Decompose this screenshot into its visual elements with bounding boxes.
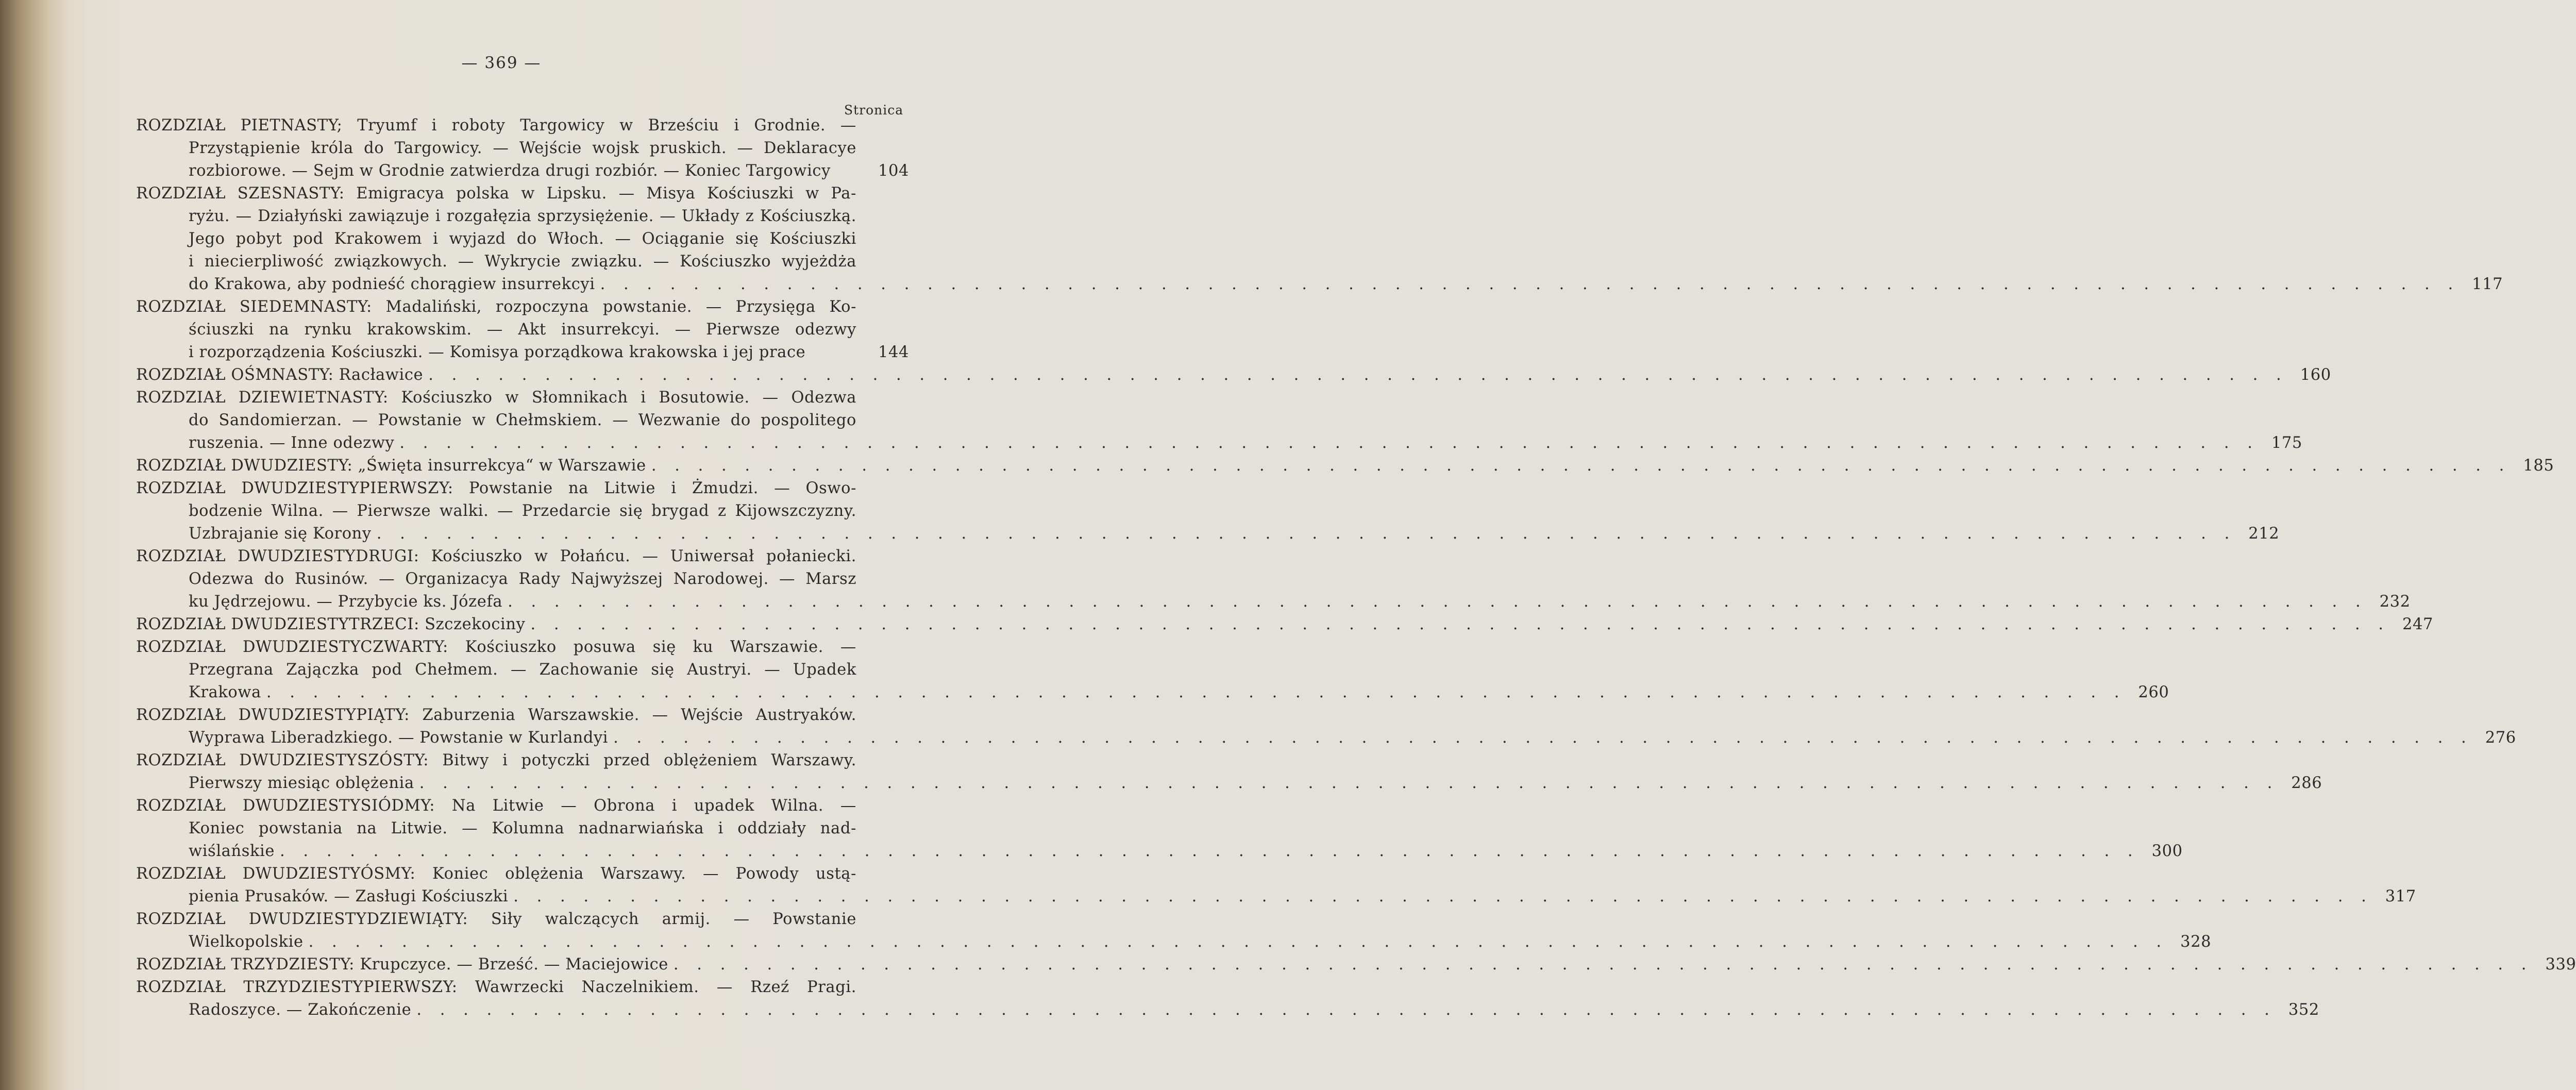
dot-leader: . . . . . . . . . . . . . . . . . . . . . . . . . . . . . . . . . . . . . . . . . . . . . . . . . . . . . . . . . . . . . . . . . . . . . . . . . . . . . . . . [613, 729, 2473, 747]
toc-entry-page-number: 286 [2291, 774, 2322, 792]
toc-entry-continuation-line [136, 568, 909, 591]
toc-entry-page-number: 117 [2472, 275, 2503, 293]
toc-entry-page-number: 339 [2545, 955, 2576, 974]
toc-entry [136, 976, 2319, 1021]
toc-entry-text: ROZDZIAŁ DWUDZIESTYTRZECI: Szczekociny [136, 615, 526, 633]
toc-entry-text: Radoszyce. — Zakończenie [189, 1001, 412, 1019]
page-number: — 369 — [461, 54, 542, 72]
toc-entry-text: i niecierpliwość związkowych. — Wykrycie związku. — Kościuszko wyjeżdża [189, 253, 856, 271]
toc-entry-text: ROZDZIAŁ DWUDZIESTYPIERWSZY: Powstanie na Litwie i Żmudzi. — Oswo- [136, 479, 856, 497]
toc-entry-text: ROZDZIAŁ SZESNASTY: Emigracya polska w Lipsku. — Misya Kościuszki w Pa- [136, 185, 856, 203]
dot-leader: . . . . . . . . . . . . . . . . . . . . . . . . . . . . . . . . . . . . . . . . . . . . . . . . . . . . . . . . . . . . . . . . . . . . . . . . . . . . . . . . [651, 457, 2511, 475]
toc-entry-text: Uzbrajanie się Korony [189, 525, 372, 543]
toc-entry-text: do Sandomierzan. — Powstanie w Chełmskiem. — Wezwanie do pospolitego [189, 411, 856, 429]
toc-entry-heading-line [136, 636, 909, 659]
toc-entry-continuation-line [136, 931, 2212, 953]
toc-entry-text: ruszenia. — Inne odezwy [189, 434, 395, 452]
toc-entry-text: pienia Prusaków. — Zasługi Kościuszki [189, 887, 509, 905]
toc-entry-text: ROZDZIAŁ DWUDZIESTYDZIEWIĄTY: Siły walczących armij. — Powstanie [136, 910, 856, 928]
toc-entry-text: Pierwszy miesiąc oblężenia [189, 774, 414, 792]
dot-leader: . . . . . . . . . . . . . . . . . . . . . . . . . . . . . . . . . . . . . . . . . . . . . . . . . . . . . . . . . . . . . . . . . . . . . . . . . . . . . . . . [428, 366, 2288, 384]
toc-entry-continuation-line [136, 250, 909, 273]
toc-entry-page-number: 300 [2151, 842, 2183, 860]
toc-entry-text: Wielkopolskie [189, 933, 304, 951]
toc-entry-heading-line [136, 953, 2576, 976]
dot-leader: . . . . . . . . . . . . . . . . . . . . . . . . . . . . . . . . . . . . . . . . . . . . . . . . . . . . . . . . . . . . . . . . . . . . . . . . . . . . . . . . [600, 275, 2460, 293]
toc-entry-continuation-line [136, 681, 2169, 704]
toc-entry-heading-line [136, 114, 909, 137]
toc-entry [136, 908, 2212, 953]
toc-entry [136, 182, 2503, 296]
toc-entry-heading-line [136, 613, 2433, 636]
toc-entry [136, 387, 2302, 455]
toc-entry-heading-line [136, 455, 2554, 477]
toc-entry-text: ROZDZIAŁ OŚMNASTY: Racławice [136, 366, 424, 384]
toc-entry-heading-line [136, 477, 909, 500]
toc-entry-text: do Krakowa, aby podnieść chorągiew insurrekcyi [189, 275, 595, 293]
dot-leader: . . . . . . . . . . . . . . . . . . . . . . . . . . . . . . . . . . . . . . . . . . . . . . . . . . . . . . . . . . . . . . . . . . . . . . . . . . . . . . . . [513, 887, 2373, 905]
dot-leader: . . . . . . . . . . . . . . . . . . . . . . . . . . . . . . . . . . . . . . . . . . . . . . . . . . . . . . . . . . . . . . . . . . . . . . . . . . . . . . . . [419, 774, 2279, 792]
toc-entry-continuation-line [136, 273, 2503, 296]
toc-entry-continuation-line [136, 817, 909, 840]
toc-entry-continuation-line [136, 727, 2516, 749]
toc-entry-continuation-line [136, 228, 909, 250]
toc-entry-page-number: 185 [2523, 457, 2554, 475]
toc-entry-continuation-line [136, 160, 909, 182]
toc-entry-text: wiślańskie [189, 842, 275, 860]
toc-entry [136, 296, 909, 364]
toc-entry [136, 795, 2183, 863]
column-header-page: Stronica [844, 103, 904, 118]
dot-leader: . . . . . . . . . . . . . . . . . . . . . . . . . . . . . . . . . . . . . . . . . . . . . . . . . . . . . . . . . . . . . . . . . . . . . . . . . . . . . . . . [280, 842, 2140, 860]
toc-entry [136, 114, 909, 182]
toc-entry-heading-line [136, 704, 909, 727]
toc-entry-page-number: 160 [2300, 366, 2331, 384]
toc-entry-page-number: 104 [878, 162, 909, 180]
toc-entry-text: ROZDZIAŁ DWUDZIESTY: „Święta insurrekcya“ w Warszawie [136, 457, 646, 475]
toc-entry-heading-line [136, 296, 909, 318]
dot-leader: . . . . . . . . . . . . . . . . . . . . . . . . . . . . . . . . . . . . . . . . . . . . . . . . . . . . . . . . . . . . . . . . . . . . . . . . . . . . . . . . [399, 434, 2259, 452]
toc-entry-heading-line [136, 908, 909, 931]
dot-leader: . . . . . . . . . . . . . . . . . . . . . . . . . . . . . . . . . . . . . . . . . . . . . . . . . . . . . . . . . . . . . . . . . . . . . . . . . . . . . . . . [376, 525, 2236, 543]
toc-entry [136, 953, 2576, 976]
toc-entry-text: Jego pobyt pod Krakowem i wyjazd do Włoch. — Ociąganie się Kościuszki [189, 230, 856, 248]
dot-leader: . . . . . . . . . . . . . . . . . . . . . . . . . . . . . . . . . . . . . . . . . . . . . . . . . . . . . . . . . . . . . . . . . . . . . . . . . . . . . . . . [266, 683, 2126, 701]
toc-entry-continuation-line [136, 999, 2319, 1021]
toc-entry-page-number: 212 [2248, 525, 2280, 543]
toc-entry-page-number: 328 [2180, 933, 2212, 951]
toc-entry-text: ROZDZIAŁ DWUDZIESTYCZWARTY: Kościuszko posuwa się ku Warszawie. — [136, 638, 856, 656]
toc-entry-text: bodzenie Wilna. — Pierwsze walki. — Przedarcie się brygad z Kijowszczyzny. [189, 502, 856, 520]
toc-entry-text: ROZDZIAŁ DWUDZIESTYDRUGI: Kościuszko w Połańcu. — Uniwersał połaniecki. [136, 547, 856, 565]
toc-entry-text: ROZDZIAŁ DWUDZIESTYPIĄTY: Zaburzenia Warszawskie. — Wejście Austryaków. [136, 706, 856, 724]
toc-entry-continuation-line [136, 409, 909, 432]
toc-entry-continuation-line [136, 318, 909, 341]
toc-entry [136, 545, 2411, 613]
toc-entry-page-number: 276 [2485, 729, 2516, 747]
toc-entry-text: ku Jędrzejowu. — Przybycie ks. Józefa [189, 593, 503, 611]
toc-entry-text: ROZDZIAŁ TRZYDZIESTYPIERWSZY: Wawrzecki Naczelnikiem. — Rzeź Pragi. [136, 978, 856, 996]
toc-entry-heading-line [136, 795, 909, 817]
toc-entry-continuation-line [136, 659, 909, 681]
dot-leader: . . . . . . . . . . . . . . . . . . . . . . . . . . . . . . . . . . . . . . . . . . . . . . . . . . . . . . . . . . . . . . . . . . . . . . . . . . . . . . . . [673, 955, 2533, 974]
toc-entry-heading-line [136, 182, 909, 205]
toc-entry-continuation-line [136, 341, 909, 364]
toc-entry-continuation-line [136, 772, 2322, 795]
toc-entry-text: ROZDZIAŁ DWUDZIESTYSZÓSTY: Bitwy i potyczki przed oblężeniem Warszawy. [136, 751, 856, 769]
dot-leader: . . . . . . . . . . . . . . . . . . . . . . . . . . . . . . . . . . . . . . . . . . . . . . . . . . . . . . . . . . . . . . . . . . . . . . . . . . . . . . . . [508, 593, 2367, 611]
toc-entry-text: ROZDZIAŁ DWUDZIESTYSIÓDMY: Na Litwie — Obrona i upadek Wilna. — [136, 797, 856, 815]
table-of-contents [136, 114, 2576, 1021]
toc-entry-text: Wyprawa Liberadzkiego. — Powstanie w Kurlandyi [189, 729, 609, 747]
toc-entry-page-number: 352 [2288, 1001, 2319, 1019]
toc-entry-continuation-line [136, 523, 2280, 545]
toc-entry-continuation-line [136, 840, 2183, 863]
toc-entry-text: ROZDZIAŁ SIEDEMNASTY: Madaliński, rozpoczyna powstanie. — Przysięga Ko- [136, 298, 856, 316]
toc-entry-heading-line [136, 364, 2331, 387]
toc-entry-text: ROZDZIAŁ PIETNASTY; Tryumf i roboty Targowicy w Brześciu i Grodnie. — [136, 116, 856, 135]
toc-entry-continuation-line [136, 137, 909, 160]
toc-entry [136, 863, 2416, 908]
toc-entry-heading-line [136, 863, 909, 885]
toc-entry-text: ROZDZIAŁ TRZYDZIESTY: Krupczyce. — Brześć. — Maciejowice [136, 955, 668, 974]
toc-entry [136, 455, 2554, 477]
toc-entry [136, 704, 2516, 749]
toc-entry-text: Przegrana Zajączka pod Chełmem. — Zachowanie się Austryi. — Upadek [189, 661, 856, 679]
toc-entry-continuation-line [136, 432, 2302, 455]
toc-entry-continuation-line [136, 885, 2416, 908]
toc-entry [136, 749, 2322, 795]
toc-entry-page-number: 317 [2385, 887, 2416, 905]
dot-leader: . . . . . . . . . . . . . . . . . . . . . . . . . . . . . . . . . . . . . . . . . . . . . . . . . . . . . . . . . . . . . . . . . . . . . . . . . . . . . . . . [530, 615, 2390, 633]
toc-entry-continuation-line [136, 500, 909, 523]
dot-leader: . . . . . . . . . . . . . . . . . . . . . . . . . . . . . . . . . . . . . . . . . . . . . . . . . . . . . . . . . . . . . . . . . . . . . . . . . . . . . . . . [416, 1001, 2276, 1019]
toc-entry-heading-line [136, 387, 909, 409]
toc-entry [136, 364, 2331, 387]
toc-entry-text: i rozporządzenia Kościuszki. — Komisya porządkowa krakowska i jej prace [189, 343, 806, 361]
toc-entry-text: ROZDZIAŁ DWUDZIESTYÓSMY: Koniec oblężenia Warszawy. — Powody ustą- [136, 865, 856, 883]
toc-entry-page-number: 144 [878, 343, 909, 361]
toc-entry-text: rozbiorowe. — Sejm w Grodnie zatwierdza drugi rozbiór. — Koniec Targowicy [189, 162, 831, 180]
toc-entry-continuation-line [136, 591, 2411, 613]
toc-entry-heading-line [136, 545, 909, 568]
dot-leader: . . . . . . . . . . . . . . . . . . . . . . . . . . . . . . . . . . . . . . . . . . . . . . . . . . . . . . . . . . . . . . . . . . . . . . . . . . . . . . . . [308, 933, 2168, 951]
toc-entry-page-number: 260 [2138, 683, 2169, 701]
toc-entry-text: ROZDZIAŁ DZIEWIETNASTY: Kościuszko w Słomnikach i Bosutowie. — Odezwa [136, 389, 856, 407]
toc-entry [136, 613, 2433, 636]
toc-entry-text: ryżu. — Działyński zawiązuje i rozgałęzia sprzysiężenie. — Układy z Kościuszką. [189, 207, 856, 225]
toc-entry [136, 477, 2280, 545]
toc-entry-text: Przystąpienie króla do Targowicy. — Wejście wojsk pruskich. — Deklaracye [189, 139, 856, 157]
toc-entry-text: ściuszki na rynku krakowskim. — Akt insurrekcyi. — Pierwsze odezwy [189, 321, 856, 339]
toc-entry-text: Koniec powstania na Litwie. — Kolumna nadnarwiańska i oddziały nad- [189, 819, 856, 837]
toc-entry-text: Krakowa [189, 683, 261, 701]
toc-entry-page-number: 247 [2402, 615, 2433, 633]
toc-entry-continuation-line [136, 205, 909, 228]
toc-entry-page-number: 175 [2271, 434, 2302, 452]
toc-entry [136, 636, 2169, 704]
toc-entry-page-number: 232 [2379, 593, 2411, 611]
toc-entry-heading-line [136, 976, 909, 999]
toc-entry-text: Odezwa do Rusinów. — Organizacya Rady Najwyższej Narodowej. — Marsz [189, 570, 856, 588]
toc-entry-heading-line [136, 749, 909, 772]
